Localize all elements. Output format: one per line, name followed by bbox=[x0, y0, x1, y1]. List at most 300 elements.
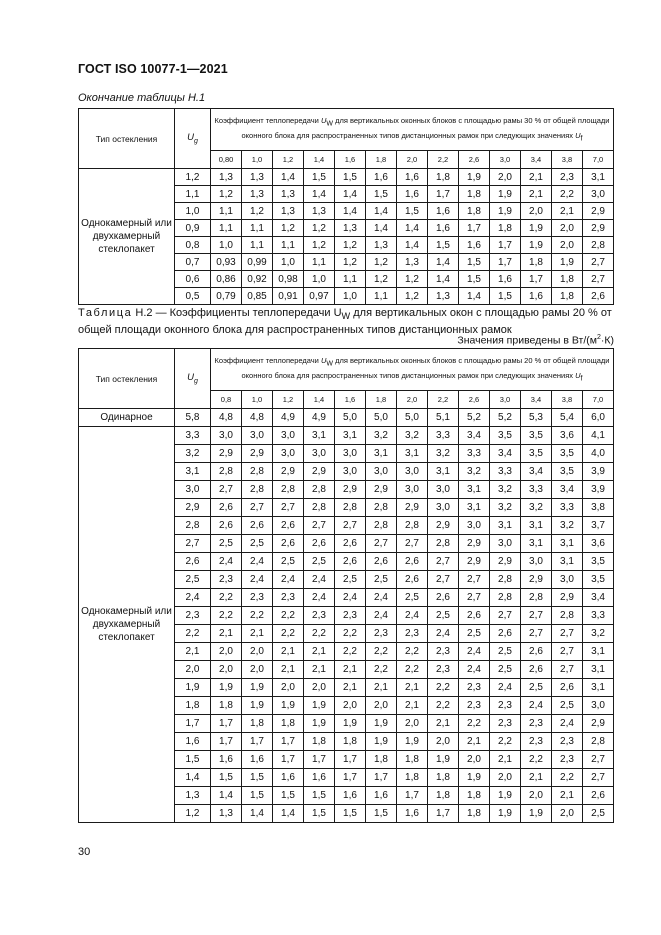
uw-value: 1,8 bbox=[552, 288, 583, 305]
uw-value: 2,6 bbox=[490, 625, 521, 643]
ug-value: 1,9 bbox=[175, 679, 211, 697]
uw-value: 1,2 bbox=[397, 271, 428, 288]
uw-value: 1,7 bbox=[273, 751, 304, 769]
uw-value: 0,91 bbox=[273, 288, 304, 305]
uw-value: 1,2 bbox=[211, 186, 242, 203]
uw-value: 1,3 bbox=[428, 288, 459, 305]
uw-value: 2,0 bbox=[242, 643, 273, 661]
uw-value: 1,6 bbox=[428, 220, 459, 237]
uw-value: 3,1 bbox=[304, 427, 335, 445]
uw-value: 2,1 bbox=[490, 751, 521, 769]
uw-value: 2,2 bbox=[521, 751, 552, 769]
uw-value: 1,6 bbox=[397, 186, 428, 203]
uw-value: 1,3 bbox=[242, 186, 273, 203]
ug-value: 1,0 bbox=[175, 203, 211, 220]
ug-value: 3,2 bbox=[175, 445, 211, 463]
uw-value: 1,2 bbox=[304, 237, 335, 254]
uw-value: 2,3 bbox=[552, 751, 583, 769]
uw-value: 2,1 bbox=[273, 643, 304, 661]
uw-value: 2,1 bbox=[552, 203, 583, 220]
uw-value: 3,5 bbox=[552, 463, 583, 481]
document-header: ГОСТ ISO 10077-1—2021 bbox=[78, 62, 228, 76]
uw-value: 2,9 bbox=[242, 445, 273, 463]
uf-value-header: 3,4 bbox=[521, 151, 552, 169]
uw-value: 0,79 bbox=[211, 288, 242, 305]
uw-value: 2,5 bbox=[583, 805, 614, 823]
uw-value: 2,8 bbox=[304, 499, 335, 517]
ug-value: 2,0 bbox=[175, 661, 211, 679]
uw-value: 1,9 bbox=[552, 254, 583, 271]
uw-value: 2,2 bbox=[242, 607, 273, 625]
uw-value: 2,2 bbox=[366, 661, 397, 679]
ug-value: 3,3 bbox=[175, 427, 211, 445]
uw-value: 1,5 bbox=[335, 169, 366, 186]
uw-value: 2,4 bbox=[366, 607, 397, 625]
uw-value: 2,0 bbox=[552, 237, 583, 254]
ug-value: 2,4 bbox=[175, 589, 211, 607]
ug-value: 2,1 bbox=[175, 643, 211, 661]
uw-value: 2,1 bbox=[521, 186, 552, 203]
uw-value: 2,9 bbox=[273, 463, 304, 481]
uw-value: 1,8 bbox=[459, 186, 490, 203]
uw-value: 2,8 bbox=[304, 481, 335, 499]
uw-value: 2,6 bbox=[428, 589, 459, 607]
uw-value: 2,4 bbox=[335, 589, 366, 607]
uw-value: 1,6 bbox=[273, 769, 304, 787]
ug-value: 2,5 bbox=[175, 571, 211, 589]
ug-value: 0,9 bbox=[175, 220, 211, 237]
uw-value: 1,1 bbox=[366, 288, 397, 305]
uw-value: 4,0 bbox=[583, 445, 614, 463]
uw-value: 2,7 bbox=[552, 625, 583, 643]
uw-value: 3,2 bbox=[490, 499, 521, 517]
uf-value-header: 1,2 bbox=[273, 391, 304, 409]
uw-value: 1,4 bbox=[459, 288, 490, 305]
uw-value: 2,6 bbox=[273, 517, 304, 535]
uw-value: 2,9 bbox=[366, 481, 397, 499]
uw-value: 1,6 bbox=[428, 203, 459, 220]
uw-value: 1,8 bbox=[459, 203, 490, 220]
uw-value: 1,8 bbox=[490, 220, 521, 237]
uw-value: 1,8 bbox=[552, 271, 583, 288]
uf-value-header: 3,8 bbox=[552, 151, 583, 169]
uw-value: 1,4 bbox=[397, 220, 428, 237]
uw-value: 1,6 bbox=[397, 169, 428, 186]
uw-value: 1,9 bbox=[335, 715, 366, 733]
uw-value: 2,1 bbox=[521, 169, 552, 186]
uw-value: 2,8 bbox=[242, 463, 273, 481]
uw-value: 2,0 bbox=[521, 203, 552, 220]
uw-value: 2,5 bbox=[304, 553, 335, 571]
uw-value: 3,0 bbox=[552, 571, 583, 589]
uw-value: 1,9 bbox=[490, 203, 521, 220]
uw-value: 2,5 bbox=[211, 535, 242, 553]
uw-value: 1,4 bbox=[366, 220, 397, 237]
uw-value: 1,5 bbox=[490, 288, 521, 305]
uw-value: 1,3 bbox=[397, 254, 428, 271]
uw-value: 2,9 bbox=[335, 481, 366, 499]
uw-value: 1,7 bbox=[335, 751, 366, 769]
uw-value: 1,9 bbox=[521, 805, 552, 823]
ug-value: 2,2 bbox=[175, 625, 211, 643]
uw-value: 1,5 bbox=[304, 805, 335, 823]
uw-value: 2,6 bbox=[335, 535, 366, 553]
uw-value: 3,1 bbox=[583, 643, 614, 661]
uw-value: 3,3 bbox=[583, 607, 614, 625]
uw-value: 2,9 bbox=[583, 203, 614, 220]
header-row bbox=[79, 109, 614, 151]
uw-value: 2,7 bbox=[428, 571, 459, 589]
uw-value: 3,9 bbox=[583, 463, 614, 481]
uw-value: 2,0 bbox=[459, 751, 490, 769]
uw-value: 2,1 bbox=[242, 625, 273, 643]
uw-value: 1,9 bbox=[304, 697, 335, 715]
uw-value: 1,9 bbox=[242, 679, 273, 697]
col-header-glazing-type: Тип остекления bbox=[79, 349, 175, 409]
uw-value: 2,6 bbox=[397, 571, 428, 589]
uw-value: 1,8 bbox=[304, 733, 335, 751]
uw-value: 1,5 bbox=[273, 787, 304, 805]
uw-value: 1,6 bbox=[211, 751, 242, 769]
uw-value: 1,8 bbox=[273, 715, 304, 733]
uw-value: 1,2 bbox=[242, 203, 273, 220]
uw-value: 1,7 bbox=[459, 220, 490, 237]
uw-value: 3,0 bbox=[397, 463, 428, 481]
uw-value: 1,4 bbox=[335, 186, 366, 203]
uw-value: 2,0 bbox=[242, 661, 273, 679]
uw-value: 2,4 bbox=[552, 715, 583, 733]
uw-value: 3,5 bbox=[490, 427, 521, 445]
uw-value: 2,2 bbox=[273, 607, 304, 625]
uw-value: 2,5 bbox=[397, 589, 428, 607]
uw-value: 3,2 bbox=[521, 499, 552, 517]
ug-value: 2,6 bbox=[175, 553, 211, 571]
uw-value: 1,3 bbox=[273, 203, 304, 220]
uw-value: 2,6 bbox=[583, 288, 614, 305]
uw-value: 3,8 bbox=[583, 499, 614, 517]
uw-value: 5,1 bbox=[428, 409, 459, 427]
uw-value: 1,7 bbox=[428, 186, 459, 203]
ug-value: 1,8 bbox=[175, 697, 211, 715]
ug-value: 1,4 bbox=[175, 769, 211, 787]
uw-value: 1,8 bbox=[242, 715, 273, 733]
uw-value: 1,9 bbox=[521, 237, 552, 254]
uw-value: 2,8 bbox=[583, 237, 614, 254]
uw-value: 3,1 bbox=[490, 517, 521, 535]
uw-value: 3,2 bbox=[490, 481, 521, 499]
uw-value: 2,9 bbox=[490, 553, 521, 571]
uf-value-header: 0,8 bbox=[211, 391, 242, 409]
uw-value: 5,2 bbox=[459, 409, 490, 427]
uf-value-header: 1,8 bbox=[366, 391, 397, 409]
table-continuation-caption: Окончание таблицы Н.1 bbox=[78, 92, 206, 104]
uw-value: 1,3 bbox=[335, 220, 366, 237]
uw-value: 2,3 bbox=[335, 607, 366, 625]
uw-value: 1,5 bbox=[304, 787, 335, 805]
uf-value-header: 2,6 bbox=[459, 391, 490, 409]
uw-value: 2,4 bbox=[273, 571, 304, 589]
uw-value: 3,0 bbox=[490, 535, 521, 553]
uw-value: 2,7 bbox=[304, 517, 335, 535]
uw-value: 2,3 bbox=[459, 697, 490, 715]
uw-value: 2,4 bbox=[490, 679, 521, 697]
uw-value: 2,8 bbox=[583, 733, 614, 751]
uw-value: 1,6 bbox=[366, 169, 397, 186]
uw-value: 1,5 bbox=[211, 769, 242, 787]
uw-value: 2,7 bbox=[242, 499, 273, 517]
uw-value: 3,6 bbox=[583, 535, 614, 553]
uw-value: 2,2 bbox=[335, 625, 366, 643]
uw-value: 1,5 bbox=[242, 769, 273, 787]
uw-value: 2,6 bbox=[366, 553, 397, 571]
uw-value: 2,5 bbox=[242, 535, 273, 553]
uw-value: 3,3 bbox=[428, 427, 459, 445]
uw-value: 2,0 bbox=[273, 679, 304, 697]
uw-value: 5,0 bbox=[335, 409, 366, 427]
uw-value: 1,7 bbox=[366, 769, 397, 787]
uw-value: 2,3 bbox=[552, 169, 583, 186]
uw-value: 1,4 bbox=[273, 169, 304, 186]
uw-value: 2,4 bbox=[521, 697, 552, 715]
uw-value: 1,5 bbox=[335, 805, 366, 823]
ug-value: 1,6 bbox=[175, 733, 211, 751]
uw-value: 0,86 bbox=[211, 271, 242, 288]
uw-value: 5,0 bbox=[366, 409, 397, 427]
uw-value: 2,8 bbox=[428, 535, 459, 553]
uw-value: 3,0 bbox=[335, 445, 366, 463]
uw-value: 1,7 bbox=[211, 733, 242, 751]
uf-value-header: 3,4 bbox=[521, 391, 552, 409]
uw-value: 3,0 bbox=[397, 481, 428, 499]
uf-value-header: 3,8 bbox=[552, 391, 583, 409]
uw-value: 3,4 bbox=[490, 445, 521, 463]
uw-value: 0,93 bbox=[211, 254, 242, 271]
uw-value: 2,9 bbox=[583, 715, 614, 733]
uw-value: 2,1 bbox=[428, 715, 459, 733]
uw-value: 2,4 bbox=[304, 589, 335, 607]
uw-value: 1,5 bbox=[242, 787, 273, 805]
uw-value: 3,4 bbox=[583, 589, 614, 607]
uw-value: 1,7 bbox=[490, 237, 521, 254]
uw-value: 1,1 bbox=[273, 237, 304, 254]
col-header-uw-description: Коэффициент теплопередачи $U_W$ для вертикальных оконных блоков с площадью рамы 20 % от общей площади оконного блока для распространенных типов дистанционных рамок при следующих значениях $U_f$ bbox=[211, 349, 614, 391]
glazing-type-label: Одинарное bbox=[79, 409, 175, 427]
uw-value: 2,0 bbox=[490, 169, 521, 186]
table-row bbox=[79, 427, 614, 445]
uw-value: 3,1 bbox=[583, 169, 614, 186]
uw-value: 1,5 bbox=[459, 254, 490, 271]
uw-value: 1,4 bbox=[304, 186, 335, 203]
uw-value: 5,3 bbox=[521, 409, 552, 427]
uw-value: 3,0 bbox=[304, 445, 335, 463]
uw-value: 1,9 bbox=[490, 186, 521, 203]
uw-value: 6,0 bbox=[583, 409, 614, 427]
uw-value: 2,3 bbox=[366, 625, 397, 643]
uw-value: 0,98 bbox=[273, 271, 304, 288]
ug-value: 2,8 bbox=[175, 517, 211, 535]
uw-value: 2,5 bbox=[366, 571, 397, 589]
uw-value: 2,3 bbox=[304, 607, 335, 625]
uw-value: 2,8 bbox=[366, 499, 397, 517]
uw-value: 3,1 bbox=[397, 445, 428, 463]
uw-value: 2,3 bbox=[273, 589, 304, 607]
uw-value: 2,8 bbox=[521, 589, 552, 607]
uw-value: 2,6 bbox=[211, 499, 242, 517]
uw-value: 2,7 bbox=[335, 517, 366, 535]
uw-value: 3,3 bbox=[459, 445, 490, 463]
uw-value: 3,2 bbox=[583, 625, 614, 643]
uw-value: 2,9 bbox=[552, 589, 583, 607]
uw-value: 2,7 bbox=[211, 481, 242, 499]
ug-value: 0,8 bbox=[175, 237, 211, 254]
uf-value-header: 2,6 bbox=[459, 151, 490, 169]
uw-value: 2,3 bbox=[428, 643, 459, 661]
uw-value: 1,3 bbox=[211, 169, 242, 186]
uw-value: 1,4 bbox=[428, 254, 459, 271]
uw-value: 1,7 bbox=[490, 254, 521, 271]
ug-value: 0,6 bbox=[175, 271, 211, 288]
uw-value: 2,2 bbox=[552, 186, 583, 203]
uw-value: 2,2 bbox=[490, 733, 521, 751]
uw-value: 1,1 bbox=[242, 220, 273, 237]
uw-value: 3,5 bbox=[521, 445, 552, 463]
uw-value: 0,97 bbox=[304, 288, 335, 305]
uw-value: 2,4 bbox=[459, 661, 490, 679]
uw-value: 3,1 bbox=[459, 481, 490, 499]
uw-value: 2,7 bbox=[583, 254, 614, 271]
uw-value: 2,0 bbox=[397, 715, 428, 733]
uw-value: 1,9 bbox=[521, 220, 552, 237]
uw-value: 3,2 bbox=[366, 427, 397, 445]
table-h1-end bbox=[78, 108, 614, 305]
page-number: 30 bbox=[78, 846, 91, 858]
uw-value: 1,7 bbox=[211, 715, 242, 733]
uw-value: 1,5 bbox=[304, 169, 335, 186]
table-h2-title: Таблица Н.2 — Коэффициенты теплопередачи $U_W$ для вертикальных окон с площадью рамы 20 % от общей площади оконного блока для распространенных типов дистанционных рамок bbox=[78, 307, 612, 337]
uw-value: 3,5 bbox=[552, 445, 583, 463]
uw-value: 1,3 bbox=[273, 186, 304, 203]
col-header-ug: $U_g$ bbox=[175, 349, 211, 409]
uw-value: 3,1 bbox=[552, 535, 583, 553]
uw-value: 2,7 bbox=[521, 607, 552, 625]
uw-value: 2,6 bbox=[521, 661, 552, 679]
uw-value: 1,4 bbox=[273, 805, 304, 823]
uw-value: 2,5 bbox=[273, 553, 304, 571]
uw-value: 3,5 bbox=[583, 553, 614, 571]
uw-value: 1,9 bbox=[304, 715, 335, 733]
uw-value: 2,7 bbox=[366, 535, 397, 553]
uw-value: 3,1 bbox=[459, 499, 490, 517]
uw-value: 1,8 bbox=[428, 787, 459, 805]
uw-value: 2,7 bbox=[459, 571, 490, 589]
uw-value: 5,2 bbox=[490, 409, 521, 427]
uf-value-header: 1,4 bbox=[304, 151, 335, 169]
uw-value: 3,1 bbox=[552, 553, 583, 571]
uw-value: 2,6 bbox=[521, 643, 552, 661]
uw-value: 2,6 bbox=[459, 607, 490, 625]
uw-value: 1,5 bbox=[366, 186, 397, 203]
uw-value: 2,7 bbox=[583, 271, 614, 288]
uw-value: 1,8 bbox=[459, 787, 490, 805]
uw-value: 2,1 bbox=[397, 679, 428, 697]
uw-value: 1,2 bbox=[335, 254, 366, 271]
uw-value: 2,3 bbox=[521, 733, 552, 751]
uf-value-header: 2,2 bbox=[428, 391, 459, 409]
uw-value: 1,2 bbox=[397, 288, 428, 305]
uw-value: 2,9 bbox=[397, 499, 428, 517]
uw-value: 2,5 bbox=[552, 697, 583, 715]
uw-value: 1,9 bbox=[397, 733, 428, 751]
uw-value: 3,4 bbox=[552, 481, 583, 499]
uw-value: 2,9 bbox=[459, 553, 490, 571]
uw-value: 1,7 bbox=[335, 769, 366, 787]
uw-value: 1,5 bbox=[428, 237, 459, 254]
uf-value-header: 1,0 bbox=[242, 391, 273, 409]
uw-value: 1,6 bbox=[397, 805, 428, 823]
uw-value: 2,3 bbox=[459, 679, 490, 697]
uw-value: 1,6 bbox=[335, 787, 366, 805]
uw-value: 1,3 bbox=[242, 169, 273, 186]
uw-value: 3,6 bbox=[552, 427, 583, 445]
uw-value: 0,85 bbox=[242, 288, 273, 305]
uw-value: 2,9 bbox=[583, 220, 614, 237]
uw-value: 3,2 bbox=[459, 463, 490, 481]
uw-value: 3,0 bbox=[242, 427, 273, 445]
uw-value: 3,0 bbox=[211, 427, 242, 445]
uw-value: 1,4 bbox=[397, 237, 428, 254]
uw-value: 2,3 bbox=[521, 715, 552, 733]
uw-value: 3,5 bbox=[521, 427, 552, 445]
uw-value: 2,0 bbox=[552, 220, 583, 237]
uw-value: 2,2 bbox=[211, 607, 242, 625]
uw-value: 1,6 bbox=[242, 751, 273, 769]
uw-value: 3,1 bbox=[335, 427, 366, 445]
uw-value: 2,1 bbox=[335, 679, 366, 697]
uw-value: 3,1 bbox=[521, 517, 552, 535]
uw-value: 4,8 bbox=[211, 409, 242, 427]
uw-value: 1,7 bbox=[242, 733, 273, 751]
uw-value: 2,7 bbox=[583, 769, 614, 787]
uw-value: 3,2 bbox=[428, 445, 459, 463]
uw-value: 3,0 bbox=[428, 499, 459, 517]
table-h2 bbox=[78, 348, 614, 823]
uw-value: 4,9 bbox=[304, 409, 335, 427]
ug-value: 1,2 bbox=[175, 805, 211, 823]
uw-value: 1,8 bbox=[428, 769, 459, 787]
uw-value: 1,1 bbox=[211, 203, 242, 220]
uw-value: 2,4 bbox=[459, 643, 490, 661]
uw-value: 4,8 bbox=[242, 409, 273, 427]
ug-value: 1,1 bbox=[175, 186, 211, 203]
uw-value: 1,8 bbox=[366, 751, 397, 769]
uw-value: 2,4 bbox=[211, 553, 242, 571]
ug-value: 1,3 bbox=[175, 787, 211, 805]
uw-value: 2,2 bbox=[428, 679, 459, 697]
uw-value: 2,6 bbox=[211, 517, 242, 535]
ug-value: 3,1 bbox=[175, 463, 211, 481]
uw-value: 1,8 bbox=[459, 805, 490, 823]
uw-value: 1,9 bbox=[490, 787, 521, 805]
uw-value: 1,6 bbox=[459, 237, 490, 254]
uw-value: 3,0 bbox=[583, 186, 614, 203]
uw-value: 2,9 bbox=[521, 571, 552, 589]
uw-value: 2,3 bbox=[490, 715, 521, 733]
uw-value: 2,1 bbox=[304, 643, 335, 661]
uw-value: 1,8 bbox=[428, 169, 459, 186]
uw-value: 1,2 bbox=[366, 254, 397, 271]
uw-value: 2,0 bbox=[428, 733, 459, 751]
uf-value-header: 3,0 bbox=[490, 391, 521, 409]
